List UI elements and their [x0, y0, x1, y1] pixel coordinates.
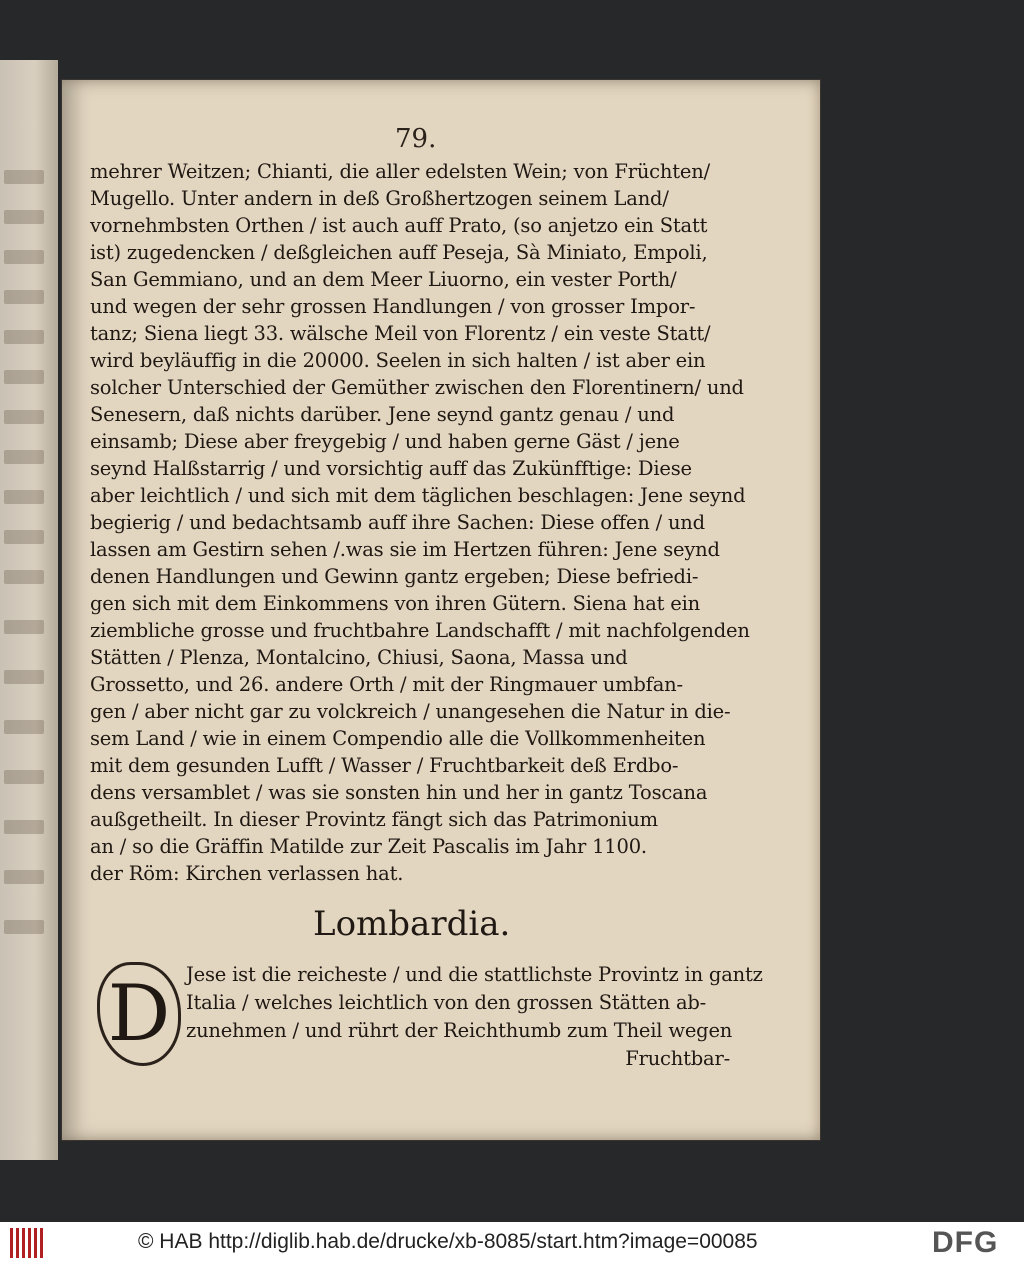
text-line: und wegen der sehr grossen Handlungen / von grosser Impor-: [90, 295, 696, 318]
text-line: gen / aber nicht gar zu volckreich / unangesehen die Natur in die-: [90, 700, 731, 723]
text-line: lassen am Gestirn sehen /.was sie im Hertzen führen: Jene seynd: [90, 538, 720, 561]
text-line: ziembliche grosse und fruchtbahre Landschafft / mit nachfolgenden: [90, 619, 750, 642]
barcode-icon: [8, 1228, 48, 1258]
text-line: dens versamblet / was sie sonsten hin und her in gantz Toscana: [90, 781, 708, 804]
text-line: mit dem gesunden Lufft / Wasser / Fruchtbarkeit deß Erdbo-: [90, 754, 679, 777]
text-line: vornehmbsten Orthen / ist auch auff Prato, (so anjetzo ein Statt: [90, 214, 708, 237]
text-line: der Röm: Kirchen verlassen hat.: [90, 862, 404, 885]
text-line: zunehmen / und rührt der Reichthumb zum Theil wegen: [186, 1019, 733, 1042]
text-line: San Gemmiano, und an dem Meer Liuorno, ein vester Porth/: [90, 268, 677, 291]
text-line: Mugello. Unter andern in deß Großhertzogen seinem Land/: [90, 187, 669, 210]
decorated-initial: D: [97, 962, 181, 1066]
text-line: sem Land / wie in einem Compendio alle die Vollkommenheiten: [90, 727, 706, 750]
footer-bar: [0, 1222, 1024, 1263]
text-line: begierig / und bedachtsamb auff ihre Sachen: Diese offen / und: [90, 511, 705, 534]
text-line: denen Handlungen und Gewinn gantz ergeben; Diese befriedi-: [90, 565, 699, 588]
text-line: Jese ist die reicheste / und die stattlichste Provintz in gantz: [186, 963, 763, 986]
section-heading: Lombardia.: [313, 904, 511, 944]
text-line: ist) zugedencken / deßgleichen auff Peseja, Sà Miniato, Empoli,: [90, 241, 708, 264]
page-number: 79.: [395, 124, 437, 154]
dfg-logo: DFG: [932, 1226, 999, 1259]
text-line: seynd Halßstarrig / und vorsichtig auff das Zukünfftige: Diese: [90, 457, 692, 480]
text-line: Grossetto, und 26. andere Orth / mit der Ringmauer umbfan-: [90, 673, 683, 696]
text-line: tanz; Siena liegt 33. wälsche Meil von Florentz / ein veste Statt/: [90, 322, 711, 345]
previous-page-edge: [0, 60, 58, 1160]
text-line: einsamb; Diese aber freygebig / und haben gerne Gäst / jene: [90, 430, 680, 453]
text-line: mehrer Weitzen; Chianti, die aller edelsten Wein; von Früchten/: [90, 160, 710, 183]
text-line: gen sich mit dem Einkommens von ihren Gütern. Siena hat ein: [90, 592, 701, 615]
text-line: aber leichtlich / und sich mit dem täglichen beschlagen: Jene seynd: [90, 484, 746, 507]
text-line: Italia / welches leichtlich von den grossen Stätten ab-: [186, 991, 707, 1014]
catchword: Fruchtbar-: [625, 1047, 730, 1070]
text-line: außgetheilt. In dieser Provintz fängt sich das Patrimonium: [90, 808, 658, 831]
credit-link[interactable]: © HAB http://diglib.hab.de/drucke/xb-8085/start.htm?image=00085: [138, 1230, 758, 1253]
text-line: an / so die Gräffin Matilde zur Zeit Pascalis im Jahr 1100.: [90, 835, 647, 858]
text-line: solcher Unterschied der Gemüther zwischen den Florentinern/ und: [90, 376, 744, 399]
text-line: Stätten / Plenza, Montalcino, Chiusi, Saona, Massa und: [90, 646, 628, 669]
text-line: Senesern, daß nichts darüber. Jene seynd gantz genau / und: [90, 403, 675, 426]
text-line: wird beyläuffig in die 20000. Seelen in sich halten / ist aber ein: [90, 349, 706, 372]
